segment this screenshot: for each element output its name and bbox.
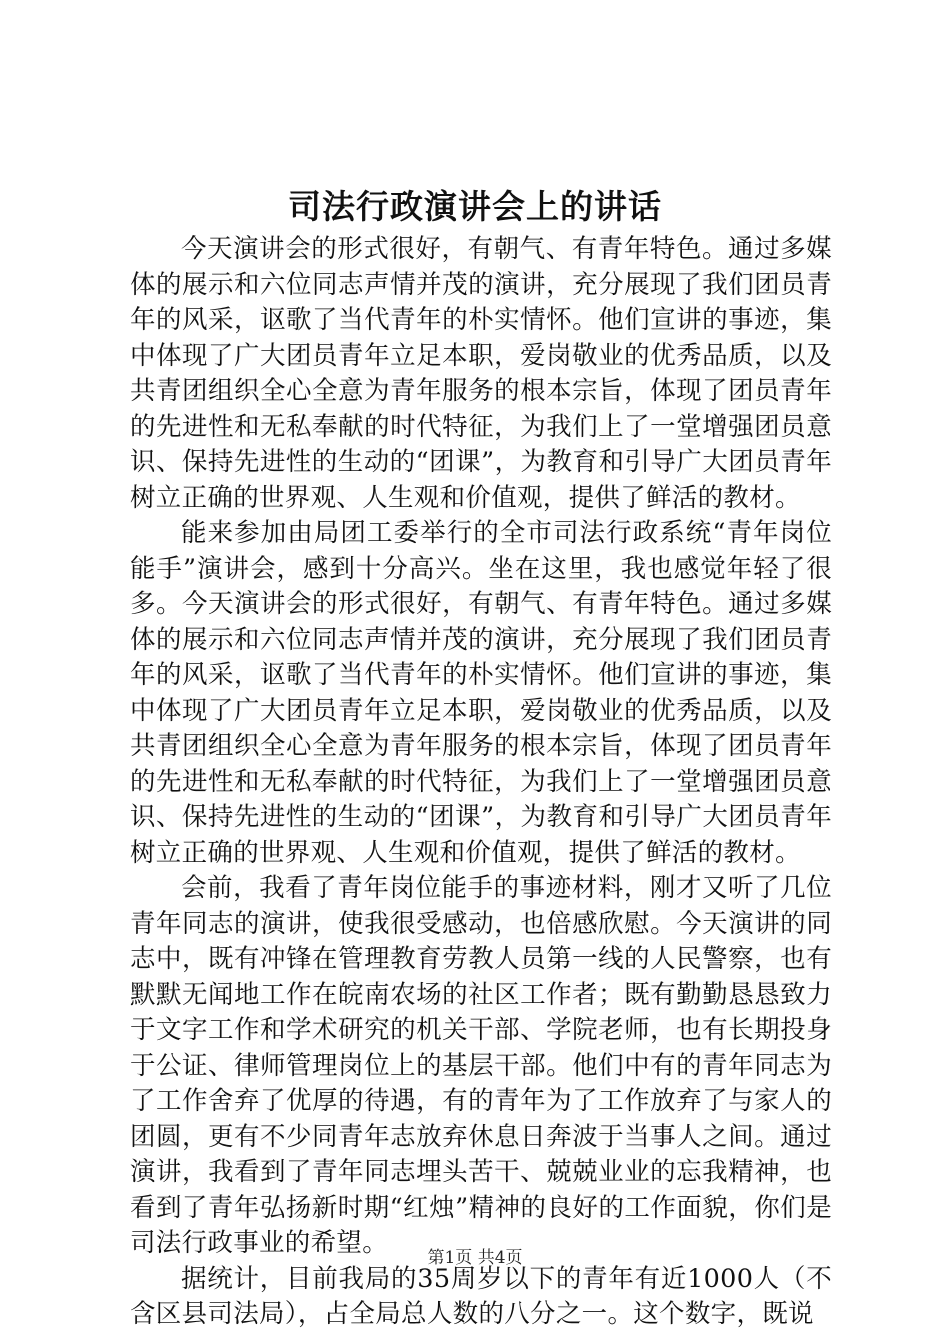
paragraph-4: 据统计，目前我局的35周岁以下的青年有近1000人（不含区县司法局），占全局总人数的八分之一。这个数字，既说 [130, 1263, 832, 1329]
paragraph-1: 今天演讲会的形式很好，有朝气、有青年特色。通过多媒体的展示和六位同志声情并茂的演讲，充分展现了我们团员青年的风采，讴歌了当代青年的朴实情怀。他们宣讲的事迹，集中体现了广大团员青年立足本职，爱岗敬业的优秀品质，以及共青团组织全心全意为青年服务的根本宗旨，体现了团员青年的先进性和无私奉献的时代特征，为我们上了一堂增强团员意识、保持先进性的生动的“团课”，为教育和引导广大团员青年树立正确的世界观、人生观和价值观，提供了鲜活的教材。 [130, 234, 832, 513]
paragraph-3: 会前，我看了青年岗位能手的事迹材料，刚才又听了几位青年同志的演讲，使我很受感动，也倍感欣慰。今天演讲的同志中，既有冲锋在管理教育劳教人员第一线的人民警察，也有默默无闻地工作在皖南农场的社区工作者；既有勤勤恳恳致力于文字工作和学术研究的机关干部、学院老师，也有长期投身于公证、律师管理岗位上的基层干部。他们中有的青年同志为了工作舍弃了优厚的待遇，有的青年为了工作放弃了与家人的团圆，更有不少同青年志放弃休息日奔波于当事人之间。通过演讲，我看到了青年同志埋头苦干、兢兢业业的忘我精神，也看到了青年弘扬新时期“红烛”精神的良好的工作面貌，你们是司法行政事业的希望。 [130, 873, 832, 1258]
paragraph-2: 能来参加由局团工委举行的全市司法行政系统“青年岗位能手”演讲会，感到十分高兴。坐在这里，我也感觉年轻了很多。今天演讲会的形式很好，有朝气、有青年特色。通过多媒体的展示和六位同志声情并茂的演讲，充分展现了我们团员青年的风采，讴歌了当代青年的朴实情怀。他们宣讲的事迹，集中体现了广大团员青年立足本职，爱岗敬业的优秀品质，以及共青团组织全心全意为青年服务的根本宗旨，体现了团员青年的先进性和无私奉献的时代特征，为我们上了一堂增强团员意识、保持先进性的生动的“团课”，为教育和引导广大团员青年树立正确的世界观、人生观和价值观，提供了鲜活的教材。 [130, 518, 832, 868]
document-title: 司法行政演讲会上的讲话 [288, 187, 662, 226]
document-body [130, 232, 832, 1333]
page-number-footer: 第1页 共4页 [427, 1248, 523, 1268]
